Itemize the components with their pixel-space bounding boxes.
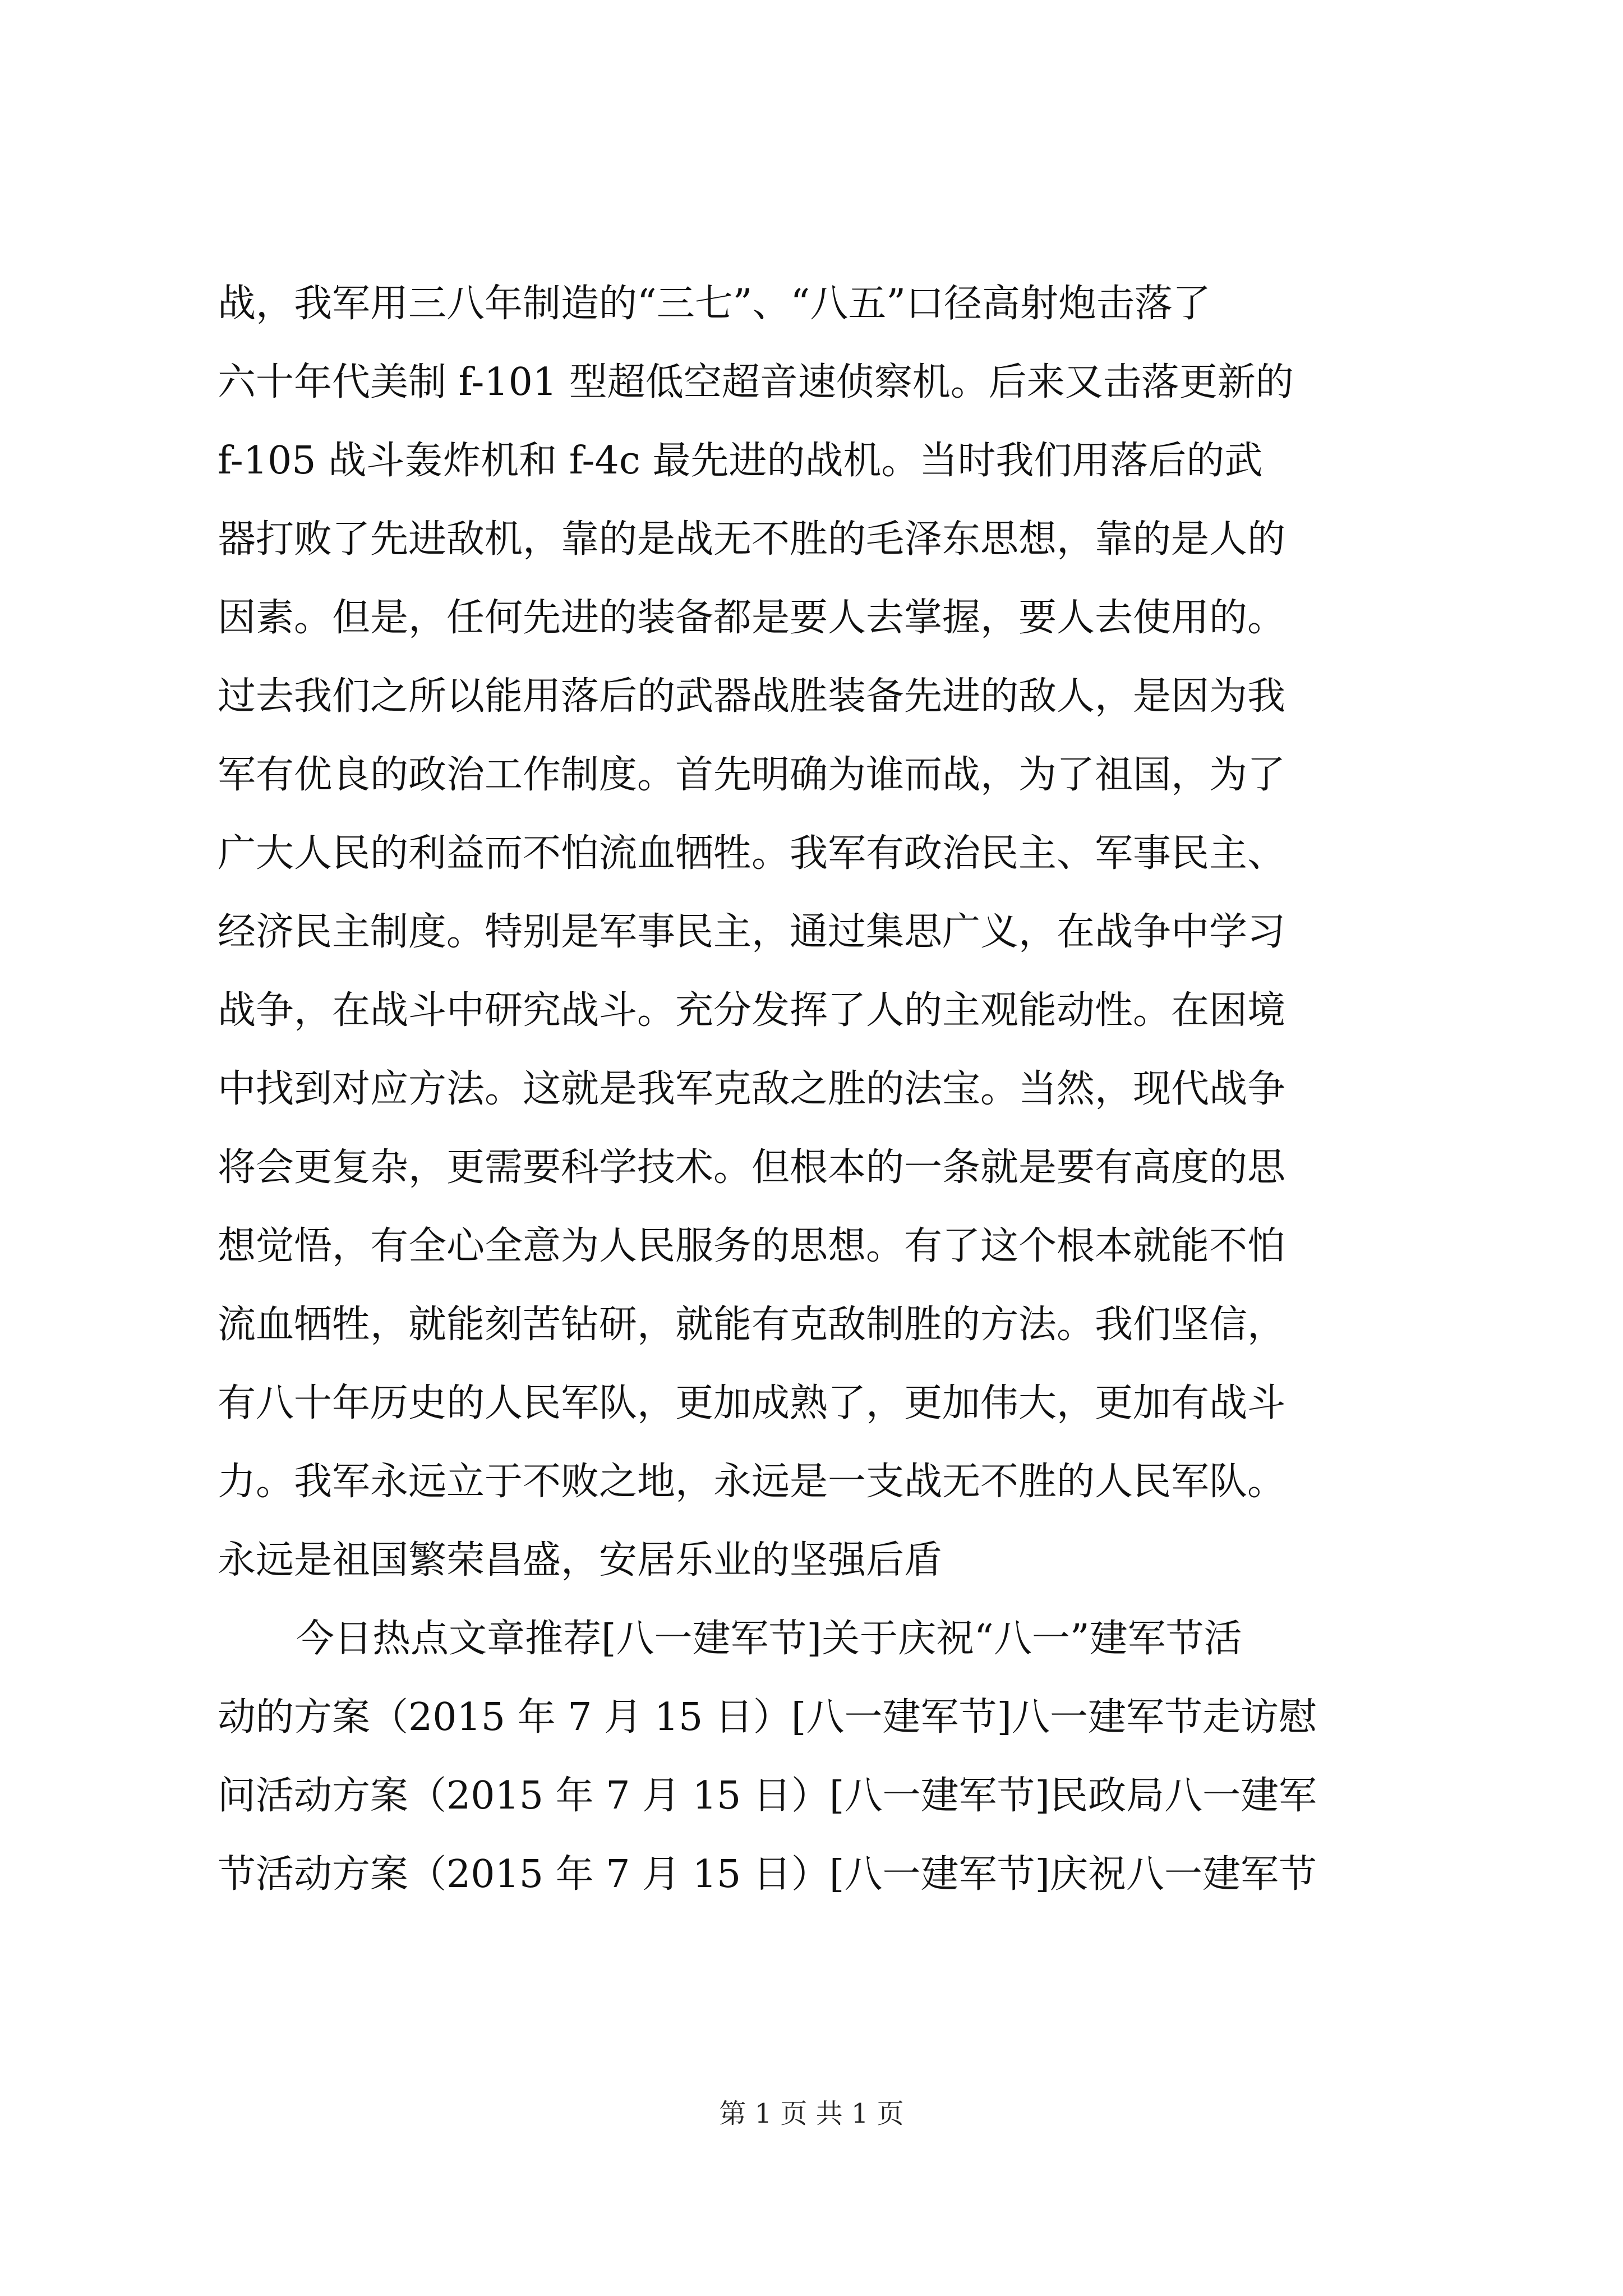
text-line: 战，我军用三八年制造的“三七”、“八五”口径高射炮击落了 xyxy=(218,282,1211,326)
text-line: 动的方案（2015 年 7 月 15 日）[八一建军节]八一建军节走访慰 xyxy=(218,1695,1317,1740)
text-line: 今日热点文章推荐[八一建军节]关于庆祝“八一”建军节活 xyxy=(296,1617,1242,1661)
text-line: 中找到对应方法。这就是我军克敌之胜的法宝。当然，现代战争 xyxy=(218,1067,1286,1111)
text-line: 流血牺牲，就能刻苦钻研，就能有克敌制胜的方法。我们坚信， xyxy=(218,1303,1286,1347)
text-line: 战争，在战斗中研究战斗。充分发挥了人的主观能动性。在困境 xyxy=(218,988,1286,1033)
text-line: 永远是祖国繁荣昌盛，安居乐业的坚强后盾 xyxy=(218,1538,943,1582)
text-line: 军有优良的政治工作制度。首先明确为谁而战，为了祖国，为了 xyxy=(218,753,1286,797)
text-line: 力。我军永远立于不败之地，永远是一支战无不胜的人民军队。 xyxy=(218,1460,1286,1504)
text-line: f-105 战斗轰炸机和 f-4c 最先进的战机。当时我们用落后的武 xyxy=(218,439,1263,483)
text-line: 节活动方案（2015 年 7 月 15 日）[八一建军节]庆祝八一建军节 xyxy=(218,1852,1317,1897)
text-line: 经济民主制度。特别是军事民主，通过集思广义，在战争中学习 xyxy=(218,910,1286,954)
text-line: 过去我们之所以能用落后的武器战胜装备先进的敌人，是因为我 xyxy=(218,674,1286,719)
text-line: 将会更复杂，更需要科学技术。但根本的一条就是要有高度的思 xyxy=(218,1145,1286,1190)
text-line: 有八十年历史的人民军队，更加成熟了，更加伟大，更加有战斗 xyxy=(218,1381,1286,1425)
text-line: 问活动方案（2015 年 7 月 15 日）[八一建军节]民政局八一建军 xyxy=(218,1774,1317,1818)
text-line: 因素。但是，任何先进的装备都是要人去掌握，要人去使用的。 xyxy=(218,596,1286,640)
text-line: 六十年代美制 f-101 型超低空超音速侦察机。后来又击落更新的 xyxy=(218,360,1294,404)
text-line: 广大人民的利益而不怕流血牺牲。我军有政治民主、军事民主、 xyxy=(218,831,1286,876)
text-line: 想觉悟，有全心全意为人民服务的思想。有了这个根本就能不怕 xyxy=(218,1224,1286,1268)
text-line: 器打败了先进敌机，靠的是战无不胜的毛泽东思想，靠的是人的 xyxy=(218,517,1286,562)
page-number-footer: 第 1 页 共 1 页 xyxy=(719,2098,904,2129)
